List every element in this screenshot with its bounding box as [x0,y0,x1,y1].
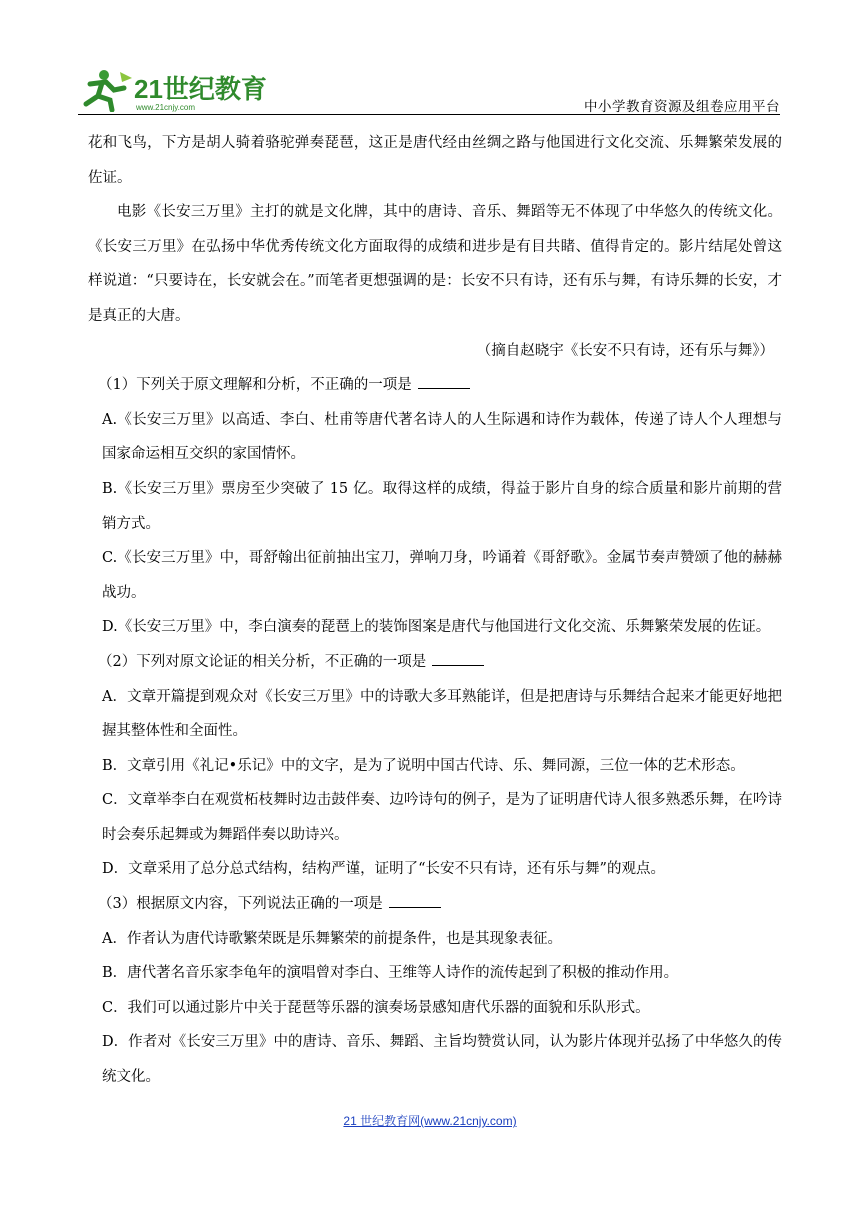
question-stem: （1）下列关于原文理解和分析，不正确的一项是 [88,368,782,403]
svg-text:www.21cnjy.com: www.21cnjy.com [136,103,195,112]
question-option: D．作者对《长安三万里》中的唐诗、音乐、舞蹈、主旨均赞赏认同，认为影片体现并弘扬了中华悠久的传统文化。 [102,1034,782,1086]
logo-21cnjy [80,68,270,112]
document-body [88,126,782,1095]
question-option: C．文章举李白在观赏柘枝舞时边击鼓伴奏、边吟诗句的例子，是为了证明唐代诗人很多熟悉乐舞，在吟诗时会奏乐起舞或为舞蹈伴奏以助诗兴。 [102,792,782,843]
passage-paragraph: 花和飞鸟，下方是胡人骑着骆驼弹奏琵琶，这正是唐代经由丝绸之路与他国进行文化交流、乐舞繁荣发展的佐证。 [88,135,782,186]
answer-blank[interactable] [389,894,441,908]
question-stem: （2）下列对原文论证的相关分析，不正确的一项是 [88,645,782,680]
platform-title: 中小学教育资源及组卷应用平台 [584,99,780,115]
question-option: B.《长安三万里》票房至少突破了 15 亿。取得这样的成绩，得益于影片自身的综合质量和影片前期的营销方式。 [102,480,782,532]
page-footer [0,1112,860,1129]
question-option: A．文章开篇提到观众对《长安三万里》中的诗歌大多耳熟能详，但是把唐诗与乐舞结合起来才能更好地把握其整体性和全面性。 [102,688,782,740]
svg-text:21世纪教育: 21世纪教育 [134,74,267,104]
runner-icon [86,70,132,110]
question-option: D.《长安三万里》中，李白演奏的琵琶上的装饰图案是唐代与他国进行文化交流、乐舞繁荣发展的佐证。 [102,619,771,636]
question-option: A.《长安三万里》以高适、李白、杜甫等唐代著名诗人的人生际遇和诗作为载体，传递了诗人个人理想与国家命运相互交织的家国情怀。 [102,411,782,463]
question-stem: （3）根据原文内容，下列说法正确的一项是 [88,887,782,922]
question-option: A．作者认为唐代诗歌繁荣既是乐舞繁荣的前提条件，也是其现象表征。 [102,930,562,947]
question-option: C.《长安三万里》中，哥舒翰出征前抽出宝刀，弹响刀身，吟诵着《哥舒歌》。金属节奏声赞颂了他的赫赫战功。 [102,550,782,601]
header-divider [78,114,780,115]
page-header [78,62,780,114]
question-option: B．文章引用《礼记•乐记》中的文字，是为了说明中国古代诗、乐、舞同源，三位一体的艺术形态。 [102,757,745,774]
answer-blank[interactable] [432,652,484,666]
answer-blank[interactable] [418,375,470,389]
passage-source: （摘自赵晓宇《长安不只有诗，还有乐与舞》） [476,342,774,359]
passage-paragraph: 电影《长安三万里》主打的就是文化牌，其中的唐诗、音乐、舞蹈等无不体现了中华悠久的传统文化。《长安三万里》在弘扬中华优秀传统文化方面取得的成绩和进步是有目共睹、值得肯定的。影片结尾处曾这样说道：“只要诗在，长安就会在。”而笔者更想强调的是：长安不只有诗，还有乐与舞，有诗乐舞的长安，才是真正的大唐。 [88,204,782,324]
question-option: C．我们可以通过影片中关于琵琶等乐器的演奏场景感知唐代乐器的面貌和乐队形式。 [102,999,650,1016]
question-option: D．文章采用了总分总式结构，结构严谨，证明了“长安不只有诗，还有乐与舞”的观点。 [102,861,665,878]
question-option: B．唐代著名音乐家李龟年的演唱曾对李白、王维等人诗作的流传起到了积极的推动作用。 [102,965,679,982]
footer-site-link[interactable]: 21 世纪教育网(www.21cnjy.com) [343,1114,517,1128]
